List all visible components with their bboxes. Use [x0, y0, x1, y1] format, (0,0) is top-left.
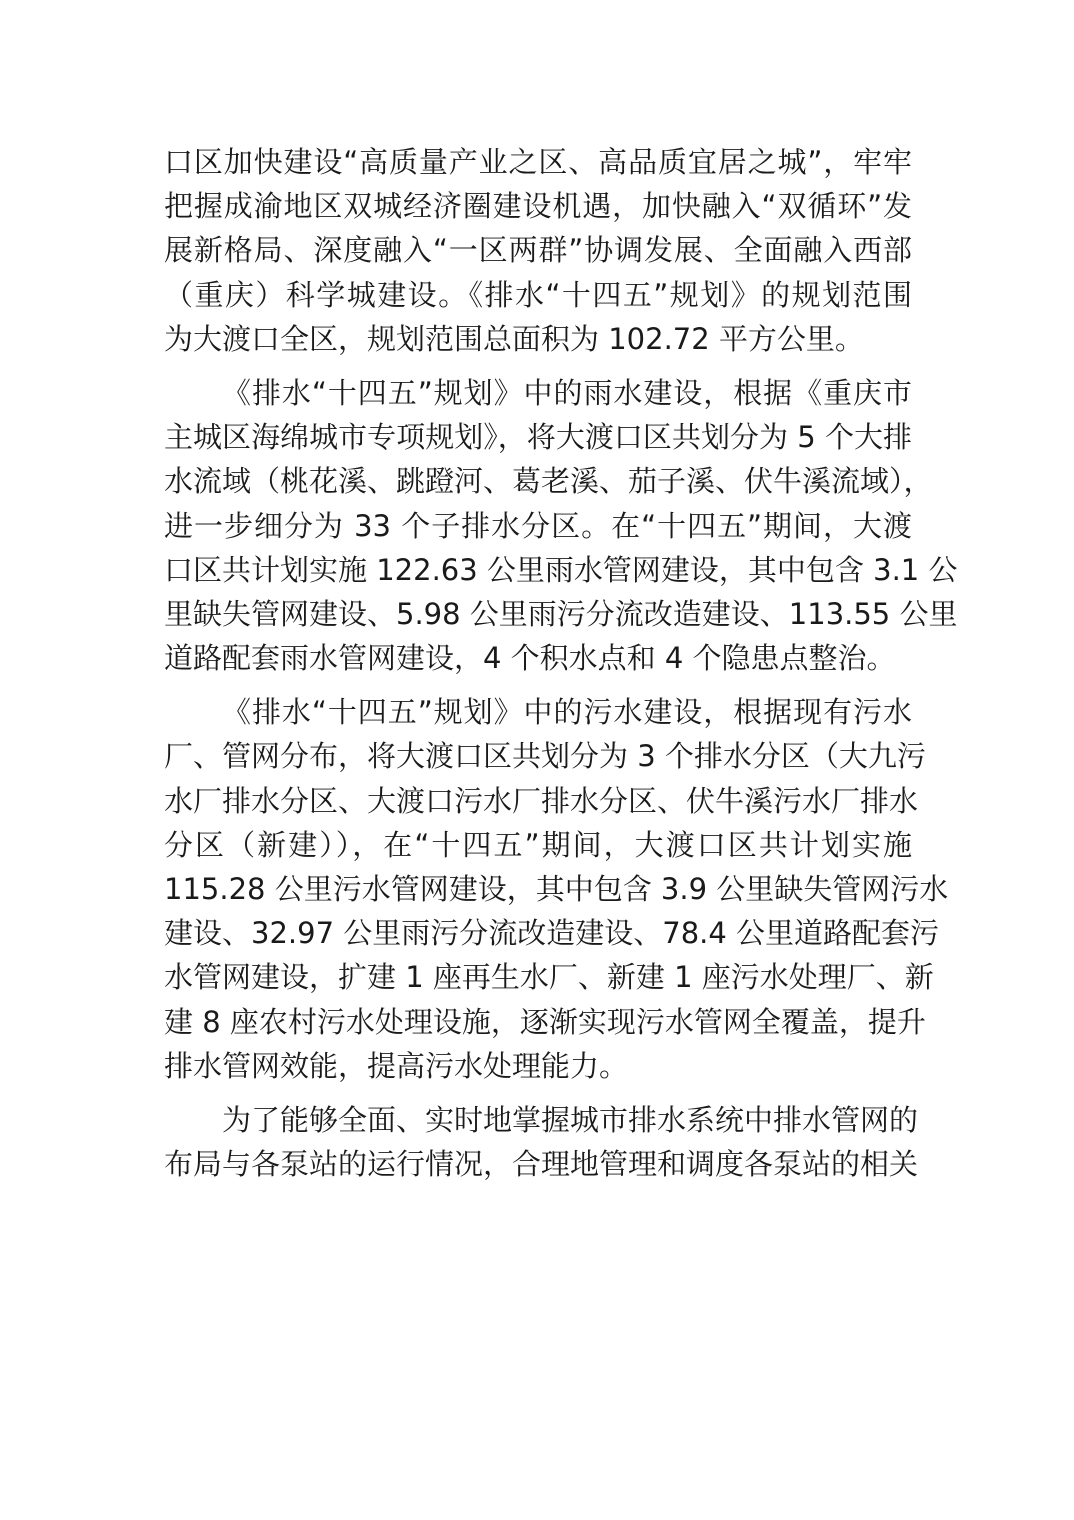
text-line: 口区加快建设“高质量产业之区、高品质宜居之城”，牢牢 [164, 145, 912, 179]
text-line: 建 8 座农村污水处理设施，逐渐实现污水管网全覆盖，提升 [164, 1004, 926, 1039]
text-line: 水流域（桃花溪、跳蹬河、葛老溪、茄子溪、伏牛溪流域）， [164, 464, 933, 499]
paragraph-spacer [164, 680, 912, 690]
text-line: 为了能够全面、实时地掌握城市排水系统中排水管网的 [222, 1102, 919, 1137]
text-line: 分区（新建）），在“十四五”期间，大渡口区共计划实施 [164, 827, 912, 862]
text-line: 水厂排水分区、大渡口污水厂排水分区、伏牛溪污水厂排水 [164, 783, 919, 818]
text-line: 展新格局、深度融入“一区两群”协调发展、全面融入西部 [164, 233, 912, 268]
text-line: 里缺失管网建设、5.98 公里雨污分流改造建设、113.55 公里 [164, 596, 958, 631]
text-line: 建设、32.97 公里雨污分流改造建设、78.4 公里道路配套污 [164, 916, 940, 951]
paragraph-spacer [164, 361, 912, 371]
text-line: 《排水“十四五”规划》中的雨水建设，根据《重庆市 [222, 375, 912, 410]
text-line: 115.28 公里污水管网建设，其中包含 3.9 公里缺失管网污水 [164, 872, 949, 906]
text-line: 进一步细分为 33 个子排水分区。在“十四五”期间，大渡 [164, 508, 912, 543]
paragraph-3 [164, 690, 949, 1088]
document-body [164, 140, 958, 1186]
paragraph-2 [164, 371, 958, 680]
text-line: 厂、管网分布，将大渡口区共划分为 3 个排水分区（大九污 [164, 739, 926, 774]
paragraph-1 [164, 140, 912, 361]
paragraph-4 [164, 1098, 919, 1186]
text-line: 布局与各泵站的运行情况，合理地管理和调度各泵站的相关 [164, 1147, 919, 1182]
text-line: 《排水“十四五”规划》中的污水建设，根据现有污水 [222, 695, 912, 730]
text-line: 排水管网效能，提高污水处理能力。 [164, 1048, 629, 1083]
text-line: 为大渡口全区，规划范围总面积为 102.72 平方公里。 [164, 321, 864, 356]
text-line: 主城区海绵城市专项规划》，将大渡口区共划分为 5 个大排 [164, 420, 912, 455]
text-line: 把握成渝地区双城经济圈建设机遇，加快融入“双循环”发 [164, 189, 912, 224]
text-line: 道路配套雨水管网建设，4 个积水点和 4 个隐患点整治。 [164, 641, 896, 676]
text-line: （重庆）科学城建设。《排水“十四五”规划》的规划范围 [164, 277, 912, 312]
text-line: 口区共计划实施 122.63 公里雨水管网建设，其中包含 3.1 公 [164, 552, 958, 587]
text-line: 水管网建设，扩建 1 座再生水厂、新建 1 座污水处理厂、新 [164, 960, 934, 995]
paragraph-spacer [164, 1088, 912, 1098]
